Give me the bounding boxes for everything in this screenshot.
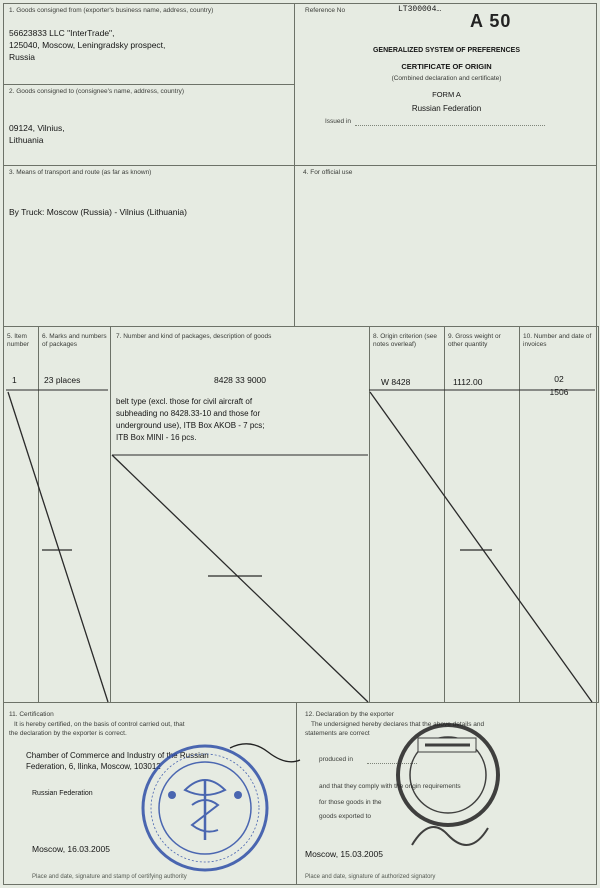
- col7-label: 7. Number and kind of packages, description of goods: [116, 333, 272, 340]
- col9-label: 9. Gross weight or other quantity: [448, 333, 501, 348]
- consignor-line1: 56623833 LLC "InterTrade",: [9, 28, 115, 38]
- exporter-stamp: [398, 725, 498, 845]
- box4-title: 4. For official use: [303, 169, 353, 176]
- row-weight: 1112.00: [453, 377, 483, 387]
- certifier-place-date: Moscow, 16.03.2005: [32, 844, 110, 854]
- reference-stamp: A 50: [470, 11, 512, 31]
- certifier-signature: [230, 744, 300, 762]
- col8-label: 8. Origin criterion (see notes overleaf): [373, 333, 437, 348]
- form-a: FORM A: [432, 90, 461, 99]
- box2-title: 2. Goods consigned to (consignee's name, address, country): [9, 88, 185, 95]
- box12-and-that: and that they comply with the origin requirements: [319, 783, 461, 790]
- cancel-line-origin: [370, 392, 592, 702]
- row-marks: 23 places: [44, 375, 81, 385]
- box12-for-goods: for those goods in the: [319, 799, 382, 806]
- row-invoice-date: 1506: [549, 387, 569, 397]
- box12-title: 12. Declaration by the exporter: [305, 711, 394, 718]
- chamber-line1: Chamber of Commerce and Industry of the Russian: [26, 751, 209, 760]
- reference-number: LT300004…: [398, 5, 442, 14]
- box11-title: 11. Certification: [9, 711, 54, 718]
- reference-label: Reference No: [305, 7, 346, 14]
- chamber-line2: Federation, 6, Ilinka, Moscow, 103012: [26, 762, 161, 771]
- box1-title: 1. Goods consigned from (exporter's business name, address, country): [9, 7, 214, 14]
- box12-produced: produced in: [319, 756, 353, 763]
- row-origin: W 8428: [381, 377, 411, 387]
- box12-exported: goods exported to: [319, 813, 372, 820]
- row-desc-2: subheading no 8428.33-10 and those for: [116, 409, 261, 418]
- certifier-country: Russian Federation: [32, 790, 93, 797]
- cancel-line-desc: [112, 455, 368, 702]
- gsp-heading: GENERALIZED SYSTEM OF PREFERENCES: [372, 47, 521, 54]
- row-invoice-no: 02: [554, 374, 564, 384]
- col5-label: 5. Item number: [7, 333, 30, 348]
- col6-label: 6. Marks and numbers of packages: [42, 333, 107, 348]
- row-hs-code: 8428 33 9000: [214, 375, 266, 385]
- transport-route: By Truck: Moscow (Russia) - Vilnius (Lithuania): [9, 207, 187, 217]
- issued-in-label: Issued in: [325, 118, 352, 125]
- box11-footer: Place and date, signature and stamp of certifying authority: [32, 874, 187, 880]
- box3-title: 3. Means of transport and route (as far as known): [9, 169, 152, 176]
- col10-label: 10. Number and date of invoices: [523, 333, 592, 348]
- box12-text1: The undersigned hereby declares that the above details and: [311, 721, 485, 728]
- combined-label: (Combined declaration and certificate): [391, 75, 502, 82]
- consignee-line1: 09124, Vilnius,: [9, 123, 65, 133]
- box11-text1: It is hereby certified, on the basis of control carried out, that: [14, 721, 185, 728]
- box11-text2: the declaration by the exporter is correct.: [9, 730, 127, 737]
- box12-footer: Place and date, signature of authorized signatory: [305, 874, 436, 880]
- row-desc-4: ITB Box MINI - 16 pcs.: [116, 433, 197, 442]
- row-desc-1: belt type (excl. those for civil aircraft of: [116, 397, 253, 406]
- cancel-line-items: [8, 392, 108, 702]
- row-desc-3: underground use), ITB Box AKOB - 7 pcs;: [116, 421, 265, 430]
- cert-heading: CERTIFICATE OF ORIGIN: [401, 62, 492, 71]
- consignor-line2: 125040, Moscow, Leningradsky prospect,: [9, 40, 166, 50]
- chamber-stamp: [143, 746, 267, 870]
- row-item: 1: [12, 375, 17, 385]
- consignor-line3: Russia: [9, 52, 35, 62]
- consignee-line2: Lithuania: [9, 135, 44, 145]
- issuing-country: Russian Federation: [411, 104, 482, 113]
- exporter-place-date: Moscow, 15.03.2005: [305, 849, 383, 859]
- box12-text2: statements are correct: [305, 730, 370, 737]
